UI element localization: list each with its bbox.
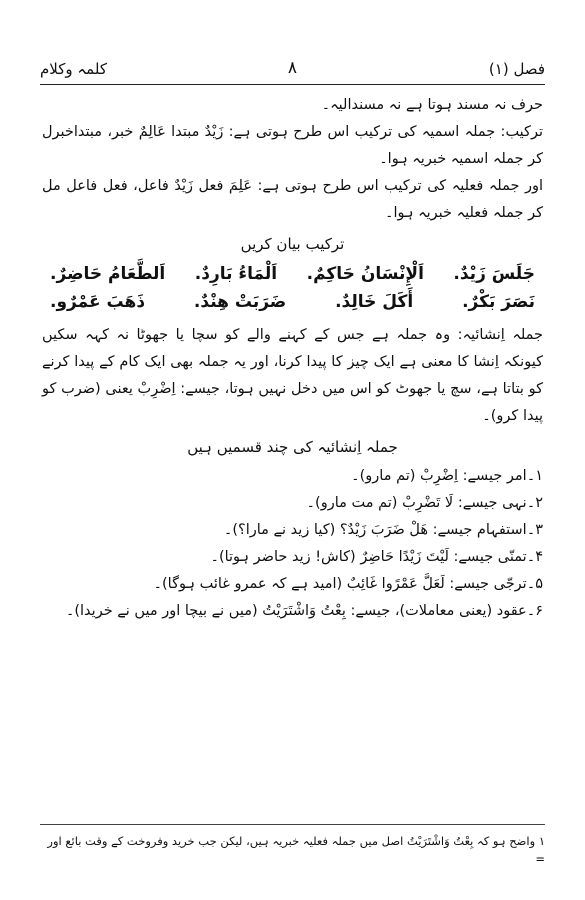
- body-text: [42, 92, 543, 625]
- exercise-row-1: [42, 260, 543, 288]
- exercise-sentence: جَلَسَ زَیْدٌ.: [453, 264, 535, 284]
- page-number: ۸: [287, 58, 298, 78]
- list-item: ۶۔عقود (یعنی معاملات)، جیسے: بِعْتُ وَاشْتَرَیْتُ (میں نے بیچا اور میں نے خریدا)۔: [65, 603, 543, 619]
- paragraph-intro: حرف نہ مسند ہوتا ہے نہ مسندالیہ۔: [321, 97, 543, 113]
- list-item: ۳۔استفہام جیسے: هَلْ ضَرَبَ زَیْدٌ؟ (کیا زید نے مارا؟)۔: [223, 522, 543, 538]
- exercise-sentence: ذَهَبَ عَمْرٌو.: [50, 292, 146, 312]
- exercise-sentence: أَكَلَ خَالِدٌ.: [335, 292, 414, 312]
- exercise-sentence: اَلطَّعَامُ حَاضِرٌ.: [50, 264, 166, 284]
- list-item: ۵۔ترجّی جیسے: لَعَلَّ عَمْرًوا غَائِبٌ (امید ہے کہ عمرو غائب ہوگا)۔: [153, 576, 543, 592]
- exercise-sentence: اَلْإِنْسَانُ حَاکِمٌ.: [306, 264, 424, 284]
- types-title: جملہ اِنشائیہ کی چند قسمیں ہیں: [187, 438, 398, 456]
- footnote-rule: [40, 824, 545, 825]
- paragraph-verbal-parsing: اور جملہ فعلیہ کی ترکیب اس طرح ہوتی ہے: عَلِمَ فعل زَیْدٌ فاعل، فعل فاعل مل کر جملہ فعلیہ خبریہ ہوا۔: [42, 178, 543, 221]
- exercise-title: ترکیب بیان کریں: [240, 235, 345, 253]
- exercise-row-2: [42, 288, 543, 316]
- footnote: ۱ واضح ہو کہ بِعْتُ وَاشْتَرَیْتُ اصل میں جملہ فعلیہ خبریہ ہیں، لیکن جب خرید وفروخت کے وقت بائع اور =: [47, 834, 545, 866]
- header-rule: [40, 84, 545, 85]
- exercise-sentence: ضَرَبَتْ هِنْدٌ.: [193, 292, 287, 312]
- paragraph-inshaiyah-definition: جملہ اِنشائیہ: وہ جملہ ہے جس کے کہنے والے کو سچا یا جھوٹا نہ کہہ سکیں کیونکہ اِنشا کا معنی ہے ایک چیز کا پیدا کرنا، اور یہ جملہ بھی ایک کام کے پیدا کرنے کو بتاتا ہے، سچ یا جھوٹ کو اس میں دخل نہیں ہوتا، جیسے: اِضْرِبْ یعنی (ضرب کو پیدا کرو)۔: [42, 327, 543, 424]
- header-topic: کلمہ وکلام: [40, 60, 107, 78]
- exercise-sentence: اَلْمَاءُ بَارِدٌ.: [194, 264, 278, 284]
- list-item: ۴۔تمنّی جیسے: لَیْتَ زَیْدًا حَاضِرٌ (کاش! زید حاضر ہوتا)۔: [210, 549, 543, 565]
- list-item: ۲۔نہی جیسے: لَا تَضْرِبْ (تم مت مارو)۔: [306, 495, 543, 511]
- page-header: [40, 58, 545, 82]
- list-item: ۱۔امر جیسے: اِضْرِبْ (تم مارو)۔: [351, 468, 543, 484]
- paragraph-nominal-parsing: ترکیب: جملہ اسمیہ کی ترکیب اس طرح ہوتی ہے: زَیْدٌ مبتدا عَالِمٌ خبر، مبتداخبرل کر جملہ اسمیہ خبریہ ہوا۔: [42, 124, 543, 167]
- exercise-sentence: نَصَرَ بَكْرٌ.: [462, 292, 535, 312]
- header-chapter: فصل (۱): [488, 60, 545, 78]
